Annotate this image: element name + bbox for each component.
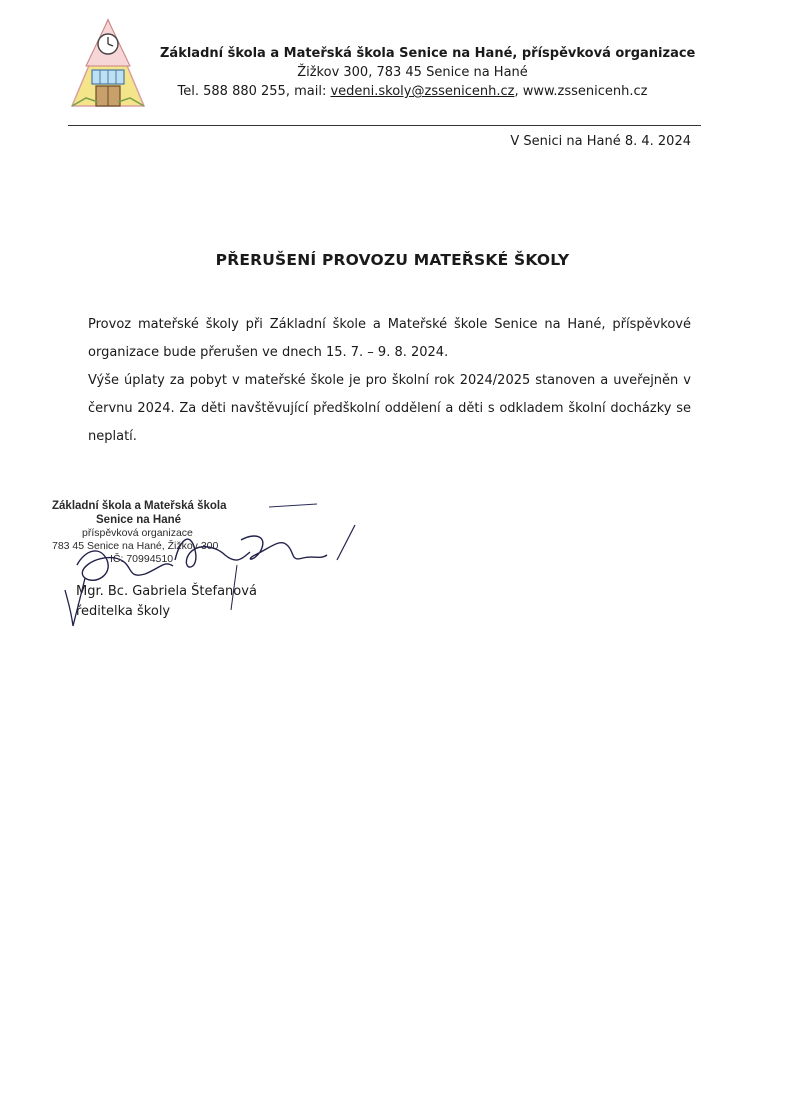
school-contacts (160, 82, 665, 101)
body-paragraph-1: Provoz mateřské školy při Základní škole a Mateřské škole Senice na Hané, příspěvkové organizace bude přerušen ve dnech 15. 7. – 9. 8. 2024. (88, 317, 691, 360)
document-body (88, 311, 691, 451)
school-name: Základní škola a Mateřská škola Senice na Hané, příspěvková organizace (160, 46, 696, 61)
signatory-name: Mgr. Bc. Gabriela Štefanová (76, 584, 257, 599)
contacts-prefix: Tel. 588 880 255, mail: (177, 84, 331, 99)
document-title: PŘERUŠENÍ PROVOZU MATEŘSKÉ ŠKOLY (215, 251, 570, 269)
stamp-line-3: příspěvková organizace (82, 527, 193, 539)
document-date: V Senici na Hané 8. 4. 2024 (510, 134, 691, 149)
stamp-line-2: Senice na Hané (96, 514, 182, 526)
stamp-line-1: Základní škola a Mateřská škola (52, 500, 227, 512)
school-house-logo-icon (66, 14, 150, 112)
body-paragraph-2: Výše úplaty za pobyt v mateřské škole je pro školní rok 2024/2025 stanoven a uveřejněn v červnu 2024. Za děti navštěvující předškolní oddělení a děti s odkladem školní docházky se neplatí. (88, 373, 691, 444)
stamp-line-5: IČ: 70994510 (110, 553, 174, 565)
stamp-line-4: 783 45 Senice na Hané, Žižkov 300 (52, 540, 219, 552)
header-divider (68, 125, 701, 126)
email-link[interactable]: vedeni.skoly@zssenicenh.cz (330, 84, 515, 99)
signatory-block (76, 582, 257, 622)
signatory-role: ředitelka školy (76, 604, 171, 619)
school-stamp (52, 499, 242, 566)
school-address: Žižkov 300, 783 45 Senice na Hané (297, 65, 528, 80)
contacts-suffix: , www.zssenicenh.cz (514, 84, 648, 99)
school-header (160, 44, 696, 101)
